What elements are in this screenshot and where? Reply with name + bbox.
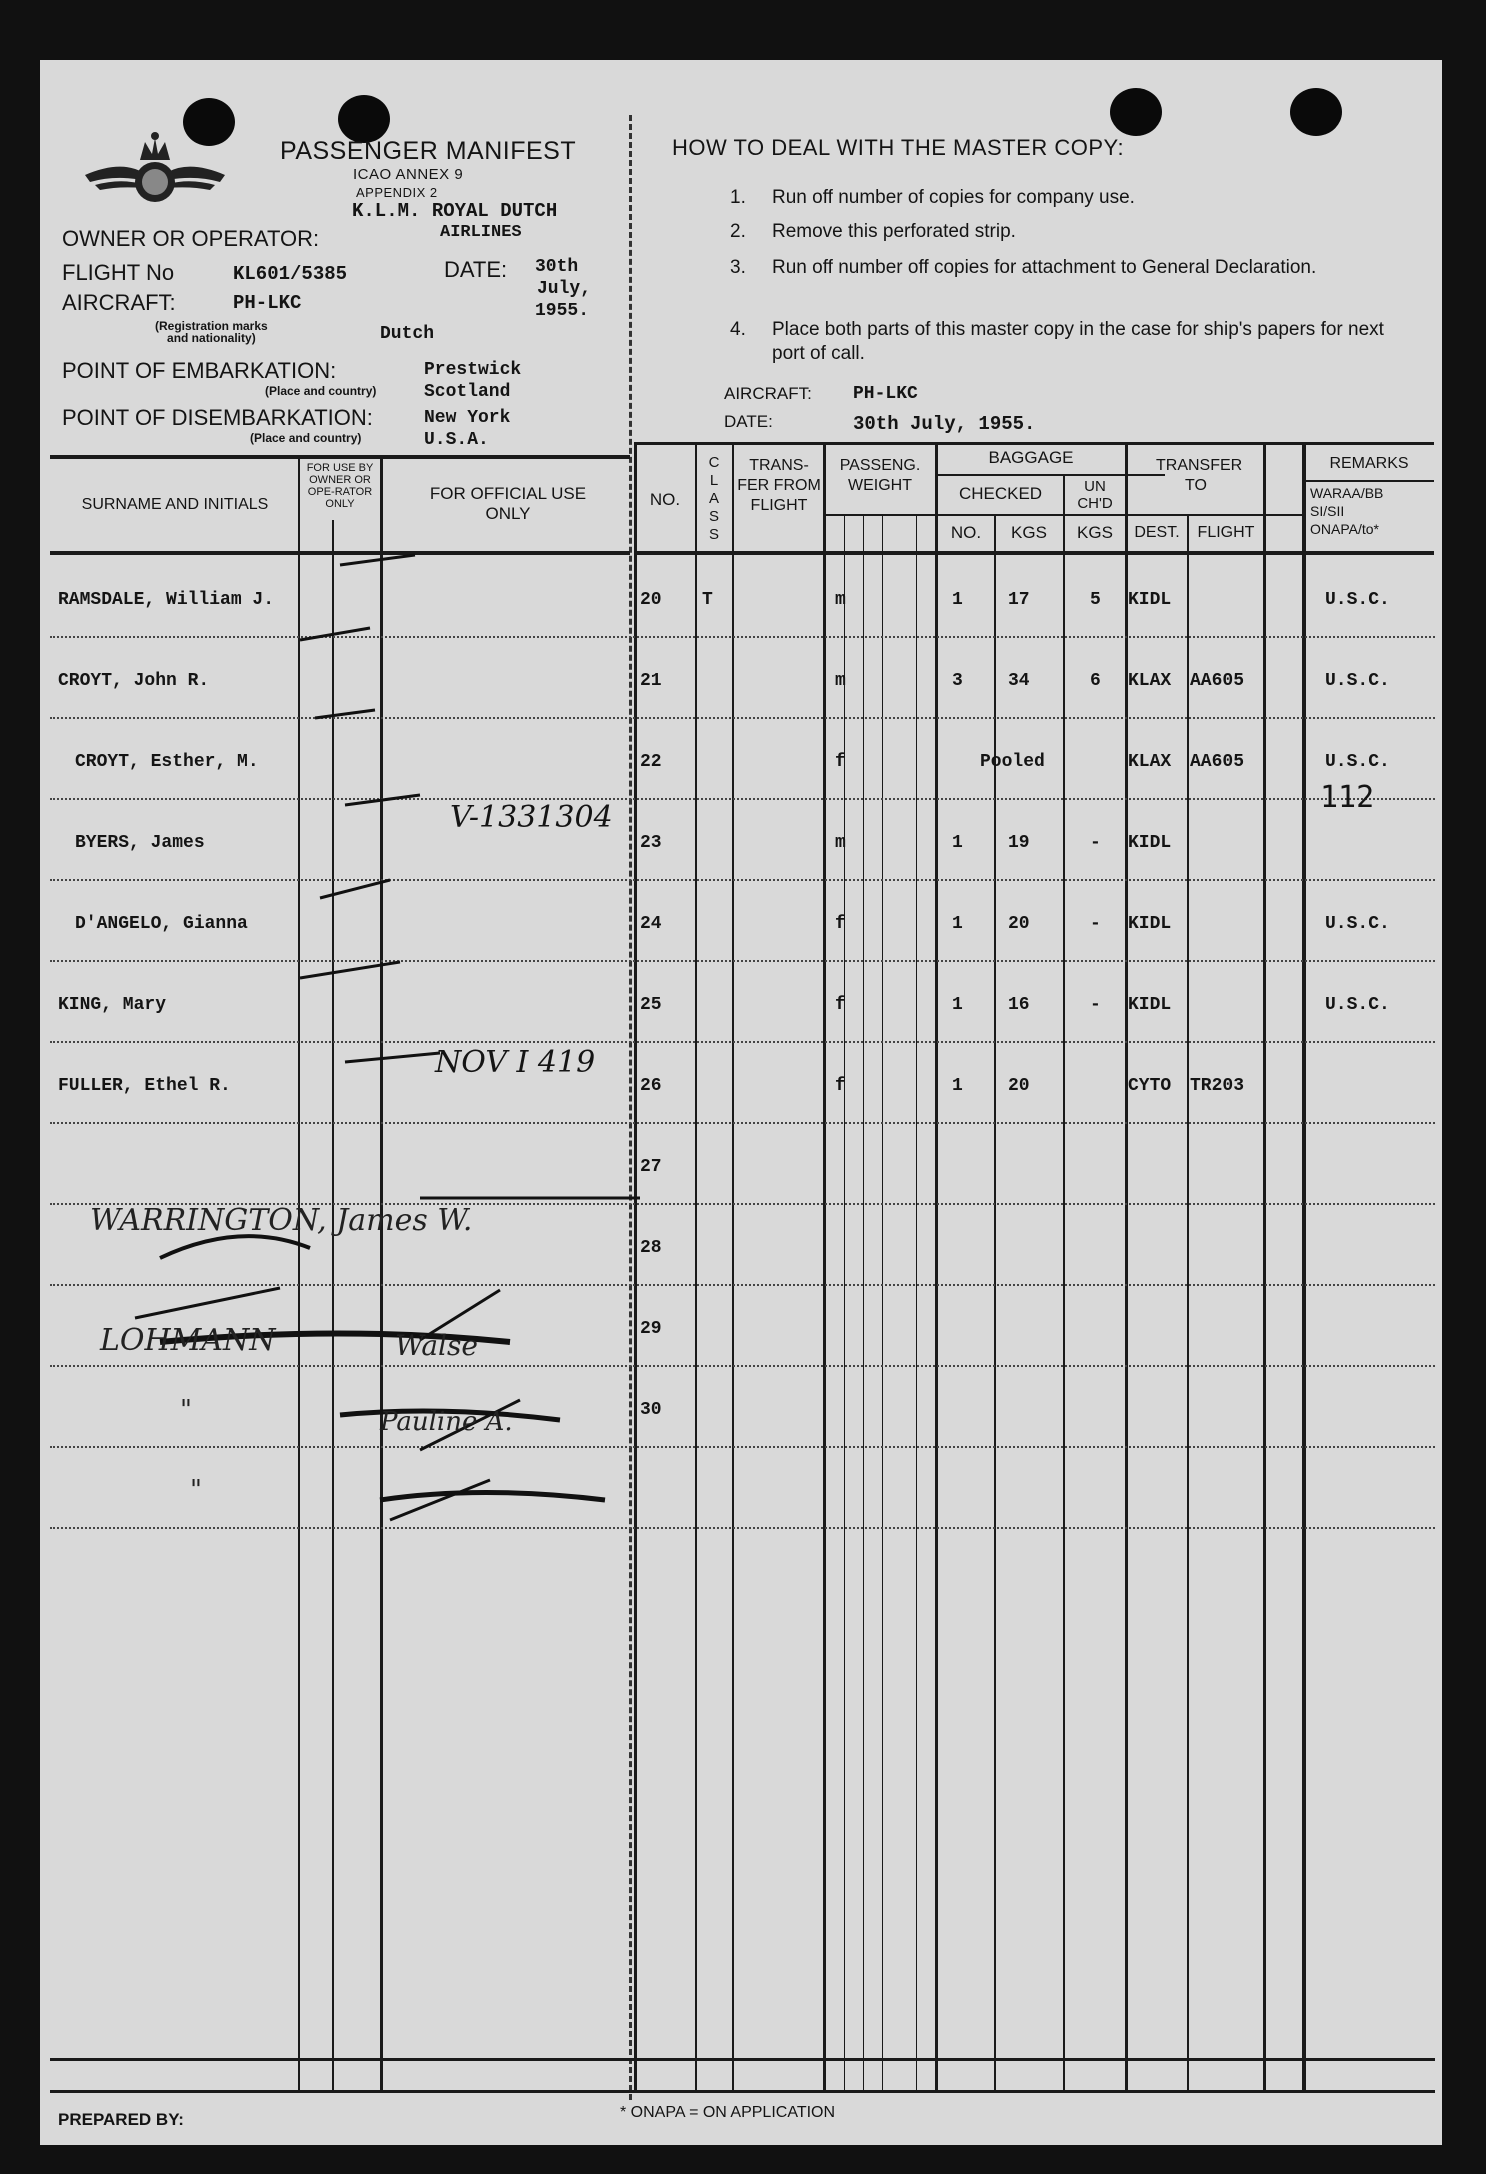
instruction-4: Place both parts of this master copy in the case for ship's papers for next port of call. (772, 319, 1384, 364)
official-handwriting: V-1331304 (450, 800, 613, 835)
cell-name: BYERS, James (75, 833, 205, 853)
cell-bag-no: 3 (952, 671, 963, 691)
col-header-remarks: REMARKS (1329, 455, 1409, 472)
annex-label: ICAO ANNEX 9 (353, 166, 464, 183)
embark-label: POINT OF EMBARKATION: (62, 358, 337, 383)
cell-weight: m (835, 833, 846, 853)
cell-dest: KIDL (1128, 833, 1172, 853)
footer-rule (50, 2058, 1435, 2061)
cell-remarks: U.S.C. (1325, 590, 1390, 610)
embark-country: Scotland (424, 382, 511, 402)
cell-no: 22 (640, 752, 662, 772)
owner-value: K.L.M. ROYAL DUTCH (352, 200, 558, 222)
cell-unchd: - (1090, 833, 1101, 853)
owner-value-2: AIRLINES (440, 223, 522, 242)
instructions-aircraft-label: AIRCRAFT: (724, 384, 812, 403)
crossed-name: WARRINGTON, James W. (90, 1203, 473, 1238)
cell-flight: AA605 (1190, 752, 1245, 772)
cell-remarks: U.S.C. (1325, 995, 1390, 1015)
cell-no: 23 (640, 833, 662, 853)
date-value-1: 30th (535, 257, 579, 277)
ditto-mark: " (190, 1475, 202, 1505)
cell-weight: f (835, 752, 846, 772)
cell-unchd: 5 (1090, 590, 1101, 610)
cell-name: D'ANGELO, Gianna (75, 914, 248, 934)
manifest-page (40, 60, 1442, 2145)
cell-dest: KIDL (1128, 995, 1172, 1015)
cell-kgs: 34 (1008, 671, 1030, 691)
cell-kgs: 20 (1008, 914, 1030, 934)
crossed-name: Walse (395, 1329, 478, 1362)
cell-bag-no: 1 (952, 914, 963, 934)
cell-dest: KLAX (1128, 671, 1172, 691)
col-header-official: FOR OFFICIAL USE ONLY (429, 484, 587, 523)
cell-weight: m (835, 590, 846, 610)
instruction-2-num: 2. (730, 221, 746, 242)
col-header-transfer-to: TRANSFER TO (1156, 457, 1243, 494)
cell-flight: TR203 (1190, 1076, 1245, 1096)
instructions-aircraft-value: PH-LKC (853, 384, 918, 404)
flight-value: KL601/5385 (233, 263, 348, 285)
col-header-class: C L A S S (708, 454, 720, 543)
disembark-country: U.S.A. (424, 430, 489, 450)
cell-no: 29 (640, 1319, 662, 1339)
col-header-flight: FLIGHT (1197, 524, 1255, 541)
col-header-unchd: UN CH'D (1077, 478, 1113, 512)
cell-name: CROYT, Esther, M. (75, 752, 259, 772)
embark-note: (Place and country) (265, 384, 377, 398)
cell-remarks: U.S.C. (1325, 914, 1390, 934)
flight-label: FLIGHT No (62, 260, 175, 285)
date-value-2: July, (537, 279, 592, 299)
prepared-by-label: PREPARED BY: (58, 2110, 184, 2129)
instruction-2: Remove this perforated strip. (772, 221, 1016, 242)
col-header-kgs: KGS (1011, 523, 1047, 542)
instruction-1-num: 1. (730, 187, 746, 208)
cell-kgs: Pooled (980, 752, 1045, 772)
date-label: DATE: (444, 257, 508, 282)
col-header-dest: DEST. (1134, 524, 1180, 541)
disembark-value: New York (424, 408, 511, 428)
cell-weight: f (835, 1076, 846, 1096)
appendix-label: APPENDIX 2 (356, 185, 438, 200)
cell-unchd: 6 (1090, 671, 1101, 691)
remarks-stamp: 112 (1320, 780, 1375, 815)
cell-dest: KIDL (1128, 590, 1172, 610)
instructions-date-label: DATE: (724, 412, 773, 431)
cell-kgs: 16 (1008, 995, 1030, 1015)
official-handwriting: NOV I 419 (435, 1045, 596, 1080)
col-header-surname: SURNAME AND INITIALS (81, 496, 269, 513)
cell-bag-no: 1 (952, 833, 963, 853)
footer-rule-2 (50, 2090, 1435, 2093)
cell-dest: KLAX (1128, 752, 1172, 772)
cell-dest: CYTO (1128, 1076, 1172, 1096)
col-header-remarks-sub: WARAA/BB SI/SII ONAPA/to* (1310, 485, 1384, 537)
instructions-date-value: 30th July, 1955. (853, 413, 1036, 435)
cell-no: 30 (640, 1400, 662, 1420)
embark-value: Prestwick (424, 360, 522, 380)
instructions-heading: HOW TO DEAL WITH THE MASTER COPY: (672, 135, 1125, 160)
cell-flight: AA605 (1190, 671, 1245, 691)
cell-weight: m (835, 671, 846, 691)
cell-bag-no: 1 (952, 995, 963, 1015)
cell-no: 20 (640, 590, 662, 610)
registration-note: (Registration marks and nationality) (155, 319, 268, 345)
ditto-mark: " (180, 1395, 192, 1425)
col-header-kgs-2: KGS (1077, 523, 1113, 542)
col-header-no: NO. (649, 490, 681, 509)
cell-no: 21 (640, 671, 662, 691)
cell-bag-no: 1 (952, 1076, 963, 1096)
cell-dest: KIDL (1128, 914, 1172, 934)
instruction-3: Run off number off copies for attachment to General Declaration. (772, 257, 1317, 278)
col-header-weight: PASSENG. WEIGHT (839, 457, 921, 494)
cell-no: 28 (640, 1238, 662, 1258)
cell-no: 25 (640, 995, 662, 1015)
col-header-baggage: BAGGAGE (988, 448, 1074, 467)
cell-no: 24 (640, 914, 662, 934)
cell-kgs: 17 (1008, 590, 1030, 610)
cell-kgs: 20 (1008, 1076, 1030, 1096)
cell-kgs: 19 (1008, 833, 1030, 853)
date-value-3: 1955. (535, 301, 590, 321)
cell-no: 27 (640, 1157, 662, 1177)
cell-no: 26 (640, 1076, 662, 1096)
col-header-checked: CHECKED (958, 484, 1043, 503)
cell-unchd: - (1090, 995, 1101, 1015)
cell-bag-no: 1 (952, 590, 963, 610)
owner-label: OWNER OR OPERATOR: (62, 226, 320, 251)
aircraft-label: AIRCRAFT: (62, 290, 176, 315)
cell-weight: f (835, 914, 846, 934)
instruction-3-num: 3. (730, 257, 746, 278)
nationality-value: Dutch (380, 324, 435, 344)
cell-name: KING, Mary (58, 995, 167, 1015)
cell-weight: f (835, 995, 846, 1015)
cell-remarks: U.S.C. (1325, 752, 1390, 772)
disembark-label: POINT OF DISEMBARKATION: (62, 405, 373, 430)
crossed-name: Pauline A. (380, 1407, 513, 1437)
instruction-4-num: 4. (730, 319, 746, 340)
col-header-bag-no: NO. (950, 523, 982, 542)
cell-cls: T (702, 590, 713, 610)
cell-remarks: U.S.C. (1325, 671, 1390, 691)
onapa-note: * ONAPA = ON APPLICATION (620, 2104, 836, 2121)
disembark-note: (Place and country) (250, 431, 362, 445)
cell-unchd: - (1090, 914, 1101, 934)
col-header-transfer-from: TRANS-FER FROM FLIGHT (737, 457, 821, 514)
cell-name: FULLER, Ethel R. (58, 1076, 231, 1096)
handwritten-strokes (40, 60, 1442, 2145)
crossed-name: LOHMANN (100, 1323, 276, 1358)
aircraft-value: PH-LKC (233, 292, 302, 314)
cell-name: RAMSDALE, William J. (58, 590, 275, 610)
col-header-owner-use: FOR USE BY OWNER OR OPE-RATOR ONLY (306, 462, 374, 510)
cell-name: CROYT, John R. (58, 671, 210, 691)
form-title: PASSENGER MANIFEST (280, 137, 577, 165)
instruction-1: Run off number of copies for company use. (772, 187, 1135, 208)
